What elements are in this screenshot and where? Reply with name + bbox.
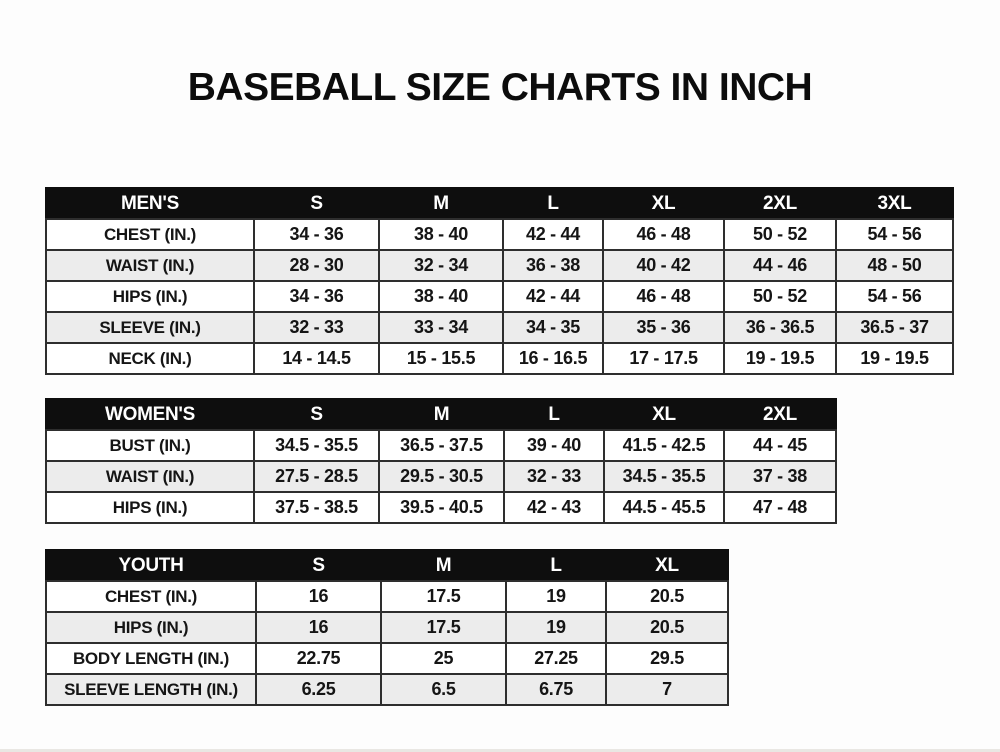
size-value-cell: 35 - 36 — [603, 312, 724, 343]
size-value-cell: 47 - 48 — [724, 492, 836, 523]
table-row — [46, 250, 953, 281]
size-value-cell: 20.5 — [606, 581, 728, 612]
row-label: BODY LENGTH (IN.) — [46, 643, 256, 674]
column-header-size: 3XL — [836, 188, 953, 219]
column-header-size: M — [381, 550, 506, 581]
size-value-cell: 7 — [606, 674, 728, 705]
size-value-cell: 44.5 - 45.5 — [604, 492, 724, 523]
size-value-cell: 50 - 52 — [724, 219, 836, 250]
row-label: CHEST (IN.) — [46, 581, 256, 612]
table-row — [46, 674, 728, 705]
column-header-size: XL — [606, 550, 728, 581]
size-value-cell: 42 - 44 — [503, 281, 603, 312]
size-value-cell: 17.5 — [381, 612, 506, 643]
size-value-cell: 50 - 52 — [724, 281, 836, 312]
header-row — [46, 399, 836, 430]
page-title: BASEBALL SIZE CHARTS IN INCH — [187, 66, 813, 109]
column-header-size: L — [506, 550, 606, 581]
size-value-cell: 17 - 17.5 — [603, 343, 724, 374]
size-value-cell: 39.5 - 40.5 — [379, 492, 504, 523]
size-value-cell: 40 - 42 — [603, 250, 724, 281]
size-table-youth — [45, 549, 729, 706]
row-label: CHEST (IN.) — [46, 219, 254, 250]
size-value-cell: 19 - 19.5 — [724, 343, 836, 374]
size-value-cell: 15 - 15.5 — [379, 343, 503, 374]
size-value-cell: 32 - 34 — [379, 250, 503, 281]
size-value-cell: 38 - 40 — [379, 281, 503, 312]
header-row — [46, 550, 728, 581]
table-row — [46, 612, 728, 643]
size-value-cell: 16 — [256, 612, 381, 643]
table-row — [46, 430, 836, 461]
size-value-cell: 19 — [506, 612, 606, 643]
size-value-cell: 6.5 — [381, 674, 506, 705]
table-row — [46, 343, 953, 374]
size-value-cell: 28 - 30 — [254, 250, 379, 281]
size-value-cell: 44 - 46 — [724, 250, 836, 281]
size-value-cell: 36.5 - 37.5 — [379, 430, 504, 461]
column-header-size: S — [256, 550, 381, 581]
table-row — [46, 281, 953, 312]
size-value-cell: 37.5 - 38.5 — [254, 492, 379, 523]
size-value-cell: 34.5 - 35.5 — [254, 430, 379, 461]
size-value-cell: 29.5 — [606, 643, 728, 674]
column-header-size: 2XL — [724, 188, 836, 219]
header-row — [46, 188, 953, 219]
table-row — [46, 643, 728, 674]
size-value-cell: 27.25 — [506, 643, 606, 674]
column-header-size: S — [254, 399, 379, 430]
size-value-cell: 44 - 45 — [724, 430, 836, 461]
table-row — [46, 492, 836, 523]
size-value-cell: 39 - 40 — [504, 430, 604, 461]
size-value-cell: 19 — [506, 581, 606, 612]
row-label: HIPS (IN.) — [46, 492, 254, 523]
size-value-cell: 25 — [381, 643, 506, 674]
size-value-cell: 19 - 19.5 — [836, 343, 953, 374]
row-label: BUST (IN.) — [46, 430, 254, 461]
size-value-cell: 34 - 36 — [254, 219, 379, 250]
row-label: NECK (IN.) — [46, 343, 254, 374]
size-value-cell: 33 - 34 — [379, 312, 503, 343]
size-value-cell: 34 - 36 — [254, 281, 379, 312]
size-value-cell: 46 - 48 — [603, 281, 724, 312]
column-header-size: 2XL — [724, 399, 836, 430]
size-value-cell: 6.25 — [256, 674, 381, 705]
size-value-cell: 42 - 43 — [504, 492, 604, 523]
size-value-cell: 32 - 33 — [254, 312, 379, 343]
table-title-youth: YOUTH — [46, 550, 256, 581]
row-label: HIPS (IN.) — [46, 281, 254, 312]
size-value-cell: 14 - 14.5 — [254, 343, 379, 374]
size-value-cell: 34 - 35 — [503, 312, 603, 343]
size-value-cell: 38 - 40 — [379, 219, 503, 250]
row-label: WAIST (IN.) — [46, 461, 254, 492]
size-value-cell: 27.5 - 28.5 — [254, 461, 379, 492]
size-value-cell: 17.5 — [381, 581, 506, 612]
size-value-cell: 46 - 48 — [603, 219, 724, 250]
column-header-size: L — [504, 399, 604, 430]
size-value-cell: 22.75 — [256, 643, 381, 674]
size-value-cell: 41.5 - 42.5 — [604, 430, 724, 461]
size-value-cell: 36 - 38 — [503, 250, 603, 281]
row-label: WAIST (IN.) — [46, 250, 254, 281]
size-value-cell: 48 - 50 — [836, 250, 953, 281]
table-row — [46, 312, 953, 343]
table-title-womens: WOMEN'S — [46, 399, 254, 430]
size-value-cell: 16 — [256, 581, 381, 612]
size-table-mens — [45, 187, 954, 375]
size-value-cell: 37 - 38 — [724, 461, 836, 492]
table-row — [46, 219, 953, 250]
row-label: HIPS (IN.) — [46, 612, 256, 643]
column-header-size: M — [379, 188, 503, 219]
column-header-size: XL — [604, 399, 724, 430]
table-row — [46, 461, 836, 492]
table-title-mens: MEN'S — [46, 188, 254, 219]
size-value-cell: 29.5 - 30.5 — [379, 461, 504, 492]
size-value-cell: 36.5 - 37 — [836, 312, 953, 343]
size-table-womens — [45, 398, 837, 524]
column-header-size: L — [503, 188, 603, 219]
column-header-size: XL — [603, 188, 724, 219]
size-value-cell: 54 - 56 — [836, 281, 953, 312]
size-value-cell: 54 - 56 — [836, 219, 953, 250]
column-header-size: S — [254, 188, 379, 219]
size-value-cell: 6.75 — [506, 674, 606, 705]
row-label: SLEEVE (IN.) — [46, 312, 254, 343]
size-value-cell: 42 - 44 — [503, 219, 603, 250]
size-value-cell: 16 - 16.5 — [503, 343, 603, 374]
row-label: SLEEVE LENGTH (IN.) — [46, 674, 256, 705]
size-value-cell: 32 - 33 — [504, 461, 604, 492]
table-row — [46, 581, 728, 612]
size-value-cell: 36 - 36.5 — [724, 312, 836, 343]
size-value-cell: 20.5 — [606, 612, 728, 643]
column-header-size: M — [379, 399, 504, 430]
size-value-cell: 34.5 - 35.5 — [604, 461, 724, 492]
